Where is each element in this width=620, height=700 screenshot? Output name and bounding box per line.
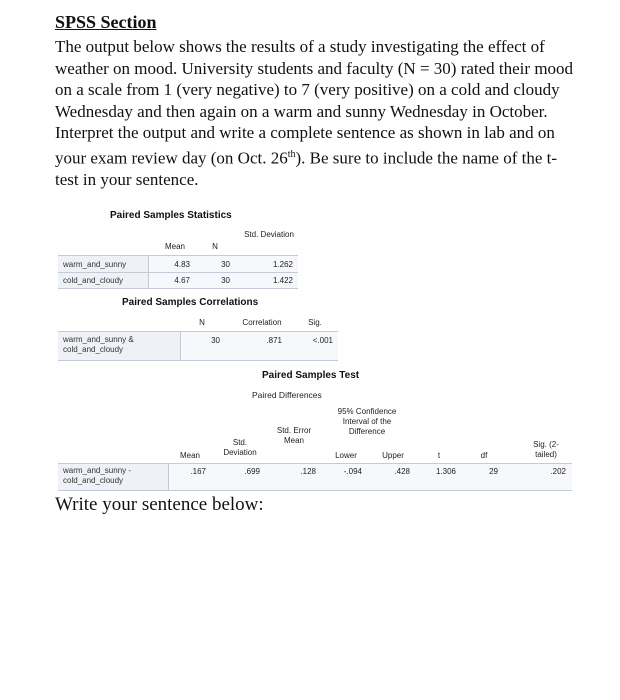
stats-header-mean: Mean: [164, 242, 185, 251]
ttest-row-label: warm_and_sunny - cold_and_cloudy: [63, 466, 132, 485]
ttest-group-header: Paired Differences: [252, 390, 322, 400]
correlations-row-sig: <.001: [312, 336, 333, 345]
stats-row-sd: 1.262: [272, 260, 293, 269]
ttest-row-se: .128: [300, 467, 316, 476]
correlations-header-corr: Correlation: [242, 318, 282, 327]
correlations-header-n: N: [199, 318, 205, 327]
intro-superscript: th: [287, 148, 296, 160]
ttest-row-df: 29: [489, 467, 498, 476]
ttest-label-divider: [168, 464, 169, 490]
stats-header-n: N: [212, 242, 218, 251]
ttest-header-upper: Upper: [382, 451, 404, 460]
ttest-header-se: Std. Error Mean: [276, 426, 312, 445]
ttest-row-lower: -.094: [343, 467, 362, 476]
stats-bottom-rule: [58, 288, 298, 289]
ttest-row-sig: .202: [550, 467, 566, 476]
stats-header-sd: Std. Deviation: [244, 230, 294, 239]
correlations-row-label: warm_and_sunny & cold_and_cloudy: [63, 335, 134, 354]
ttest-bottom-rule: [58, 490, 572, 491]
stats-row-mean: 4.67: [174, 276, 190, 285]
stats-row-n: 30: [221, 260, 230, 269]
ttest-header-mean: Mean: [179, 451, 200, 460]
ttest-header-sd: Std. Deviation: [223, 438, 257, 457]
ttest-row-t: 1.306: [435, 467, 456, 476]
ttest-header-df: df: [480, 451, 488, 460]
correlations-title: Paired Samples Correlations: [122, 297, 259, 308]
ttest-header-lower: Lower: [335, 451, 357, 460]
section-heading: SPSS Section: [55, 12, 157, 32]
correlations-bottom-rule: [58, 360, 338, 361]
ttest-row-sd: .699: [244, 467, 260, 476]
stats-row-label: warm_and_sunny: [63, 260, 127, 269]
stats-row-mean: 4.83: [174, 260, 190, 269]
stats-row-label: cold_and_cloudy: [63, 276, 124, 285]
ttest-title: Paired Samples Test: [262, 370, 360, 381]
ttest-header-sig: Sig. (2-tailed): [533, 440, 559, 459]
intro-paragraph: [55, 36, 575, 190]
correlations-header-sig: Sig.: [308, 318, 322, 327]
stats-row-n: 30: [221, 276, 230, 285]
ttest-row-mean: .167: [190, 467, 206, 476]
correlations-label-divider: [180, 332, 181, 360]
write-sentence-prompt: Write your sentence below:: [55, 494, 264, 515]
stats-row-sd: 1.422: [272, 276, 293, 285]
stats-label-divider: [148, 256, 149, 288]
intro-text-end: ). Be sure to include the name of the t-test in your sentence.: [55, 148, 558, 189]
ttest-ci-header: 95% Confidence Interval of the Difference: [337, 407, 397, 436]
correlations-row-corr: .871: [266, 336, 282, 345]
intro-text: The output below shows the results of a study investigating the effect of weather on mood. University students and faculty (N = 30) rated their mood on a scale from 1 (very negative) to 7 (very positive) on a cold and cloudy Wednesday and then again on a warm and sunny Wednesday in October. Interpret the output and write a complete sentence as shown in lab and on your exam review day (on Oct. 26: [55, 37, 574, 168]
ttest-header-t: t: [437, 451, 441, 460]
stats-row-rule: [58, 272, 298, 273]
stats-title: Paired Samples Statistics: [110, 210, 232, 221]
ttest-row-upper: .428: [394, 467, 410, 476]
correlations-row-n: 30: [211, 336, 220, 345]
